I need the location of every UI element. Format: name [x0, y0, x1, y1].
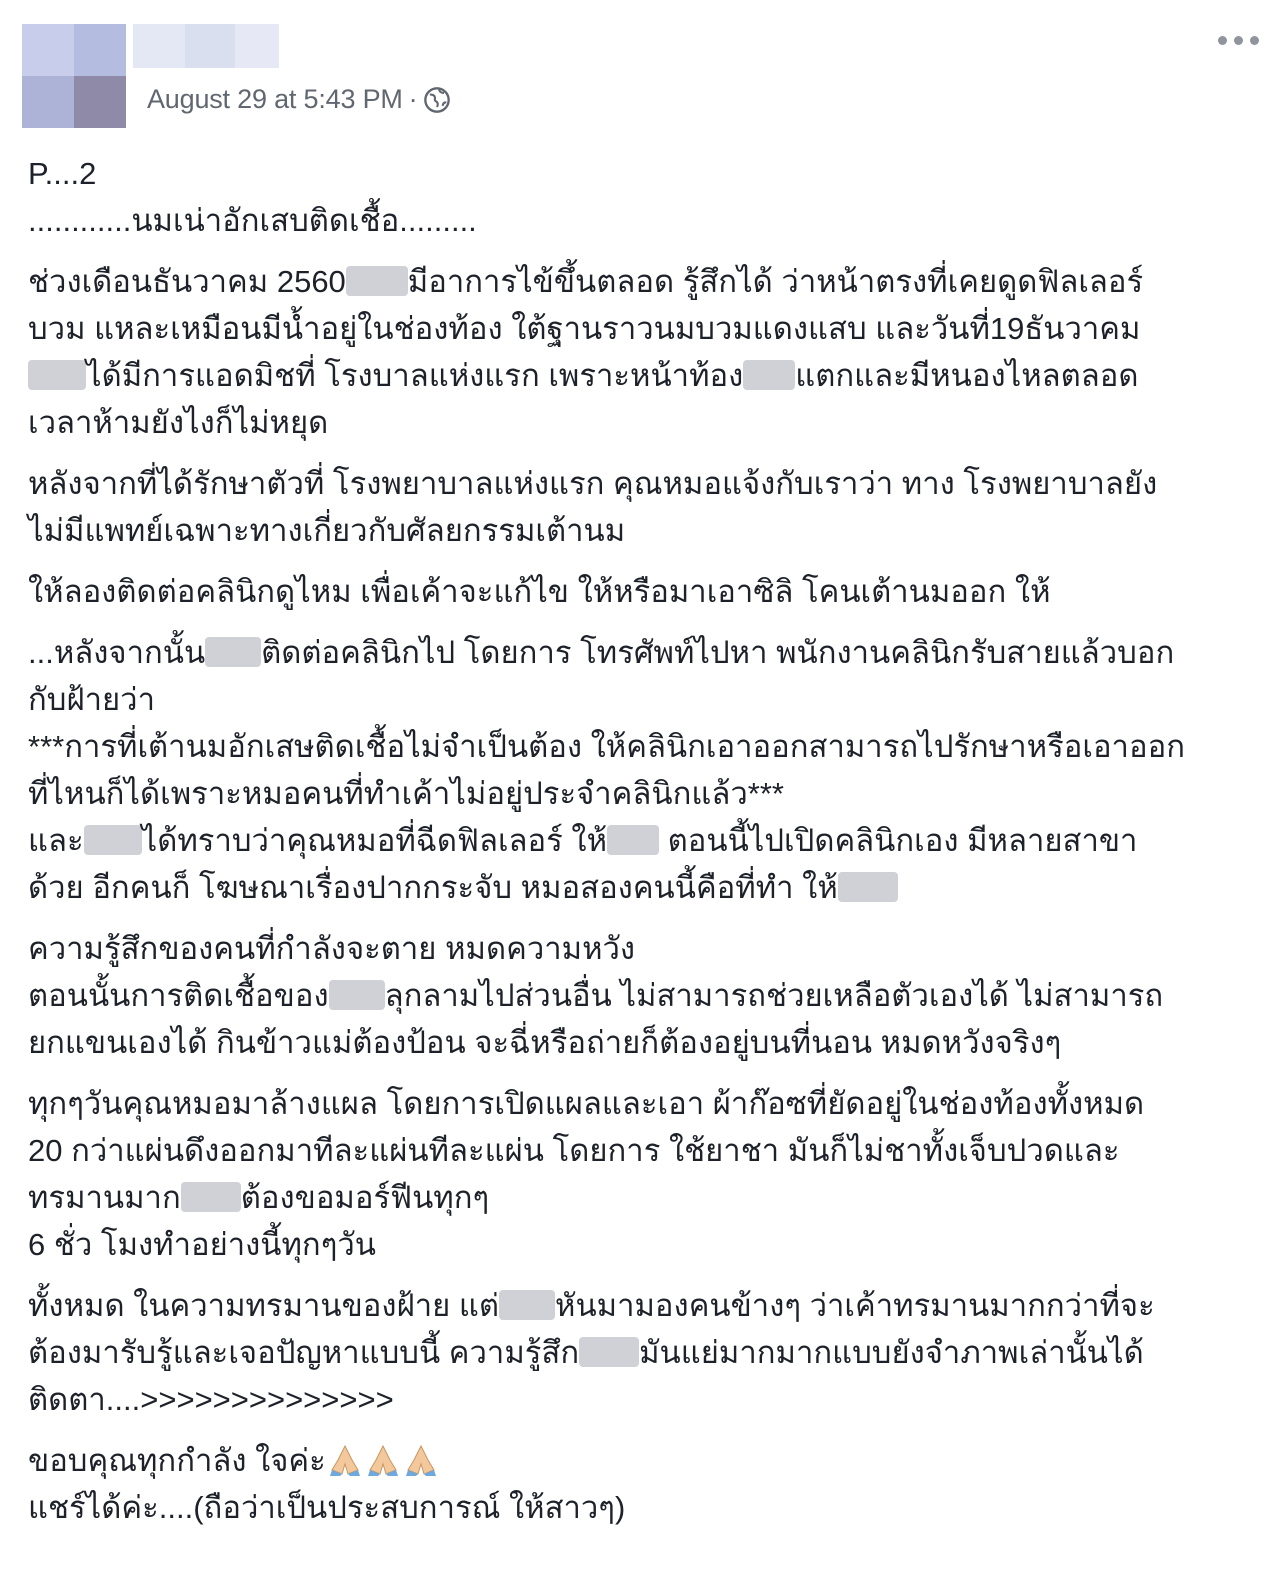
redacted-name: [181, 1182, 241, 1212]
folded-hands-icon: [364, 1443, 402, 1477]
folded-hands-icon: [402, 1443, 440, 1477]
post-line: [28, 1437, 1263, 1484]
post-line: ที่ไหนก็ได้เพราะหมอคนที่ทำเค้าไม่อยู่ประจำคลินิกแล้ว***: [28, 776, 784, 811]
text: แตกและมีหนองไหลตลอด: [795, 358, 1139, 393]
redacted-name: [205, 637, 261, 667]
text: และ: [28, 823, 84, 858]
redacted-name: [579, 1337, 639, 1367]
post-line: [28, 972, 1263, 1019]
text: มีอาการไข้ขึ้นตลอด รู้สึกได้ ว่าหน้าตรงที่เคยดูดฟิลเลอร์: [407, 264, 1144, 299]
post-line: 20 กว่าแผ่นดึงออกมาทีละแผ่นทีละแผ่น โดยการ ใช้ยาชา มันก็ไม่ชาทั้งเจ็บปวดและ: [28, 1133, 1120, 1168]
text: ตอนนั้นการติดเชื้อของ: [28, 978, 329, 1013]
text: ต้องขอมอร์ฟีนทุกๆ: [240, 1180, 490, 1215]
redacted-name: [499, 1290, 555, 1320]
text: ด้วย อีกคนก็ โฆษณาเรื่องปากกระจับ หมอสองคนนี้คือที่ทำ ให้: [28, 870, 838, 905]
post-line: ทุกๆวันคุณหมอมาล้างแผล โดยการเปิดแผลและเอา ผ้าก๊อซที่ยัดอยู่ในช่องท้องทั้งหมด: [28, 1086, 1145, 1121]
paragraph: [28, 1437, 1263, 1531]
paragraph: [28, 258, 1263, 446]
redacted-name: [607, 825, 659, 855]
text: ตอนนี้ไปเปิดคลินิกเอง มีหลายสาขา: [667, 823, 1138, 858]
post-line: ............นมเน่าอักเสบติดเชื้อ.........: [28, 203, 477, 238]
author-name-redacted[interactable]: [133, 24, 279, 68]
post-line: [28, 352, 1263, 399]
text: ขอบคุณทุกกำลัง ใจค่ะ: [28, 1443, 326, 1478]
redacted-name: [346, 266, 408, 296]
post-line: [28, 258, 1263, 305]
redacted-name: [838, 872, 898, 902]
redacted-name: [329, 980, 385, 1010]
text: ติดต่อคลินิกไป โดยการ โทรศัพท์ไปหา พนักงานคลินิกรับสายแล้วบอก: [261, 635, 1175, 670]
post-line: 6 ชั่ว โมงทำอย่างนี้ทุกๆวัน: [28, 1227, 376, 1262]
text: ทรมานมาก: [28, 1180, 181, 1215]
globe-icon[interactable]: [423, 86, 451, 114]
post-line: ***การที่เต้านมอักเสษติดเชื้อไม่จำเป็นต้อง ให้คลินิกเอาออกสามารถไปรักษาหรือเอาออก: [28, 729, 1185, 764]
post-line: แชร์ได้ค่ะ....(ถือว่าเป็นประสบการณ์ ให้สาวๆ): [28, 1490, 626, 1525]
redacted-name: [28, 360, 86, 390]
post-line: P....2: [28, 156, 97, 191]
text: ลุกลามไปส่วนอื่น ไม่สามารถช่วยเหลือตัวเองได้ ไม่สามารถ: [384, 978, 1164, 1013]
paragraph: [28, 1282, 1263, 1423]
text: ได้มีการแอดมิชที่ โรงบาลแห่งแรก เพราะหน้าท้อง: [86, 358, 744, 393]
avatar[interactable]: [22, 24, 126, 128]
text: ได้ทราบว่าคุณหมอที่ฉีดฟิลเลอร์ ให้: [141, 823, 608, 858]
post-line: [28, 864, 1263, 911]
paragraph: [28, 925, 1263, 1066]
paragraph: [28, 1080, 1263, 1268]
text: ...หลังจากนั้น: [28, 635, 206, 670]
meta-separator: ·: [408, 84, 418, 114]
post-line: [28, 629, 1263, 676]
post-line: [28, 1174, 1263, 1221]
text: มันแย่มากมากแบบยังจำภาพเล่านั้นได้: [639, 1335, 1144, 1370]
post-line: ยกแขนเองได้ กินข้าวแม่ต้องป้อน จะฉี่หรือถ่ายก็ต้องอยู่บนที่นอน หมดหวังจริงๆ: [28, 1025, 1062, 1060]
post-line: ไม่มีแพทย์เฉพาะทางเกี่ยวกับศัลยกรรมเต้านม: [28, 513, 626, 548]
post-line: ให้ลองติดต่อคลินิกดูไหม เพื่อเค้าจะแก้ไข ให้หรือมาเอาซิลิ โคนเต้านมออก ให้: [28, 574, 1051, 609]
post-line: ความรู้สึกของคนที่กำลังจะตาย หมดความหวัง: [28, 931, 636, 966]
post-line: กับฝ้ายว่า: [28, 682, 155, 717]
redacted-name: [84, 825, 142, 855]
folded-hands-icon: [326, 1443, 364, 1477]
redacted-name: [743, 360, 795, 390]
paragraph: [28, 460, 1263, 554]
post-line: [28, 1282, 1263, 1329]
post-line: บวม แหละเหมือนมีน้ำอยู่ในช่องท้อง ใต้ฐานราวนมบวมแดงแสบ และวันที่19ธันวาคม: [28, 311, 1141, 346]
more-options-icon[interactable]: [1218, 36, 1259, 45]
paragraph: [28, 568, 1263, 615]
post-line: หลังจากที่ได้รักษาตัวที่ โรงพยาบาลแห่งแรก คุณหมอแจ้งกับเราว่า ทาง โรงพยาบาลยัง: [28, 466, 1158, 501]
post-line: เวลาห้ามยังไงก็ไม่หยุด: [28, 405, 329, 440]
post-line: [28, 817, 1263, 864]
text: หันมามองคนข้างๆ ว่าเค้าทรมานมากกว่าที่จะ: [555, 1288, 1155, 1323]
post-timestamp[interactable]: August 29 at 5:43 PM: [147, 84, 403, 114]
text: ช่วงเดือนธันวาคม 2560: [28, 264, 346, 299]
post-meta: [147, 84, 451, 115]
post-line: [28, 1329, 1263, 1376]
post-line: ติดตา....>>>>>>>>>>>>>>: [28, 1382, 394, 1417]
text: ทั้งหมด ในความทรมานของฝ้าย แต่: [28, 1288, 500, 1323]
text: ต้องมารับรู้และเจอปัญหาแบบนี้ ความรู้สึก: [28, 1335, 580, 1370]
post-body: [28, 150, 1263, 1531]
paragraph: [28, 629, 1263, 911]
